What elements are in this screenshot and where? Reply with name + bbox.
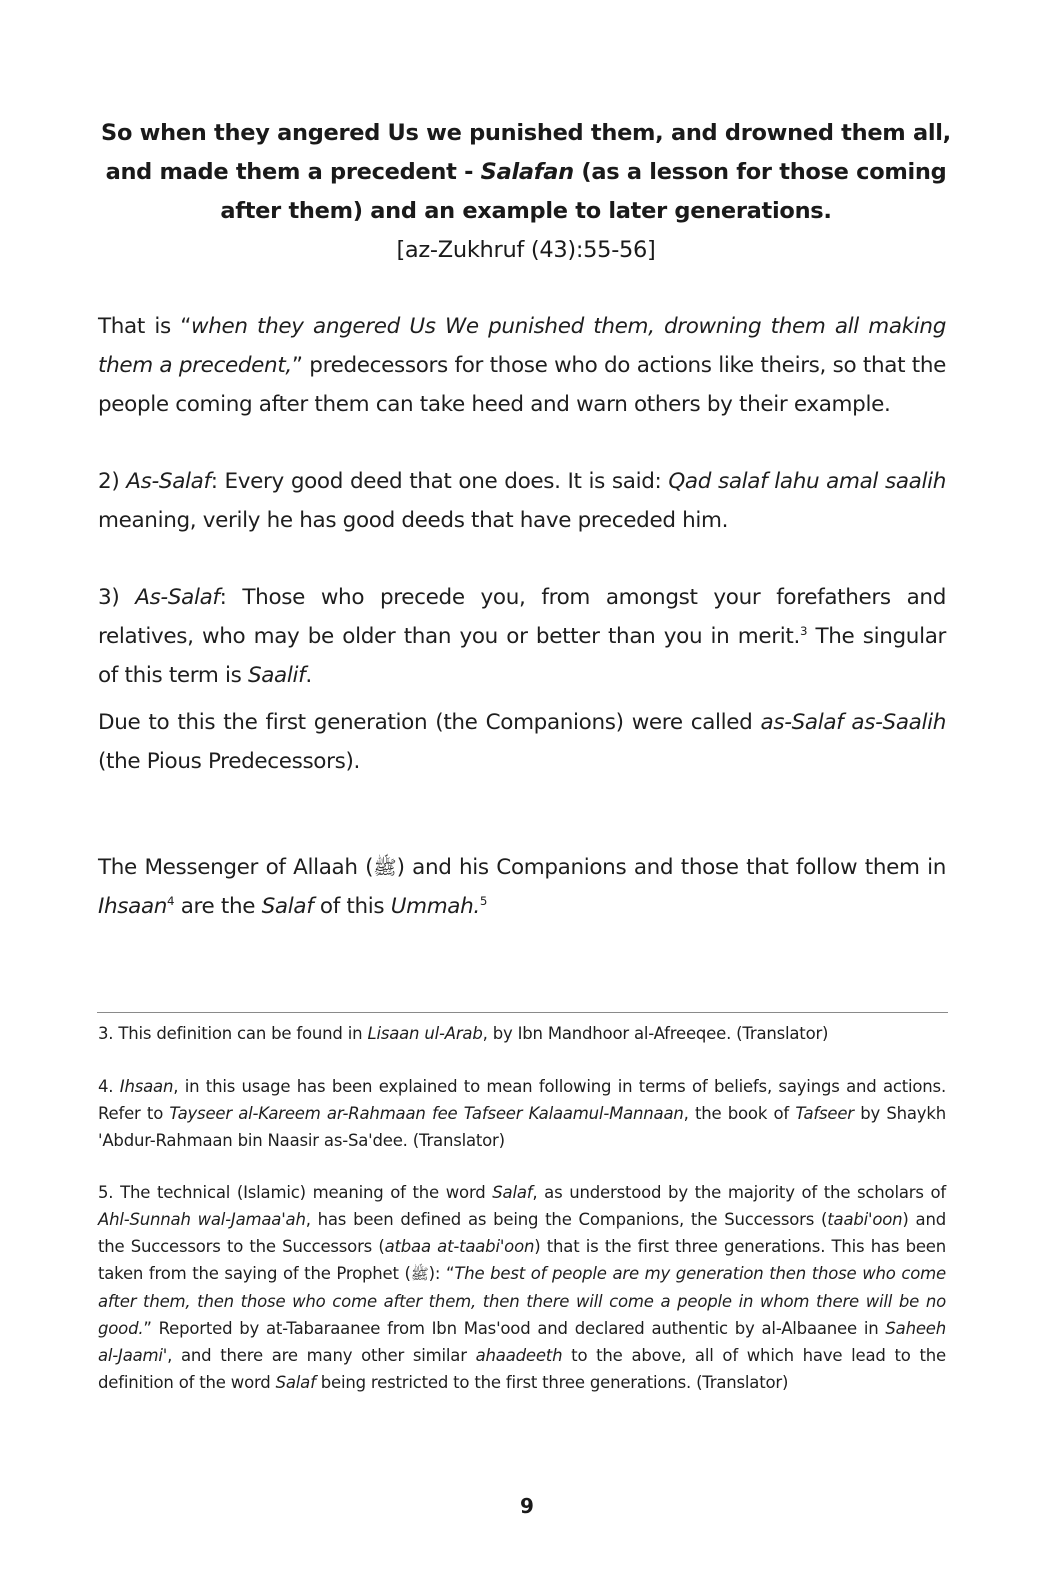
salallahu-alayhi-wasallam-icon: ﷺ [410, 1265, 429, 1283]
footnote-ref-3[interactable]: 3 [799, 623, 808, 638]
verse-text: So when they angered Us we punished them, and drowned them all, and made them a precedent - [101, 120, 951, 185]
page-number: 9 [520, 1494, 534, 1518]
footnote-ref-5[interactable]: 5 [479, 893, 488, 908]
paragraph-first-generation: Due to this the first generation (the Companions) were called as-Salaf as-Saalih (the Pious Predecessors). [98, 710, 946, 774]
salallahu-alayhi-wasallam-icon: ﷺ [373, 856, 397, 879]
paragraph-salaf-of-ummah: The Messenger of Allaah (ﷺ) and his Companions and those that follow them in Ihsaan$^4$ are the Salaf of this Ummah.$^5$ [98, 855, 946, 919]
footnote-3: 3. This definition can be found in Lisaan ul-Arab, by Ibn Mandhoor al-Afreeqee. (Translator) [98, 1024, 829, 1043]
quran-verse-quote [90, 114, 962, 270]
footnote-5: 5. The technical (Islamic) meaning of the word Salaf, as understood by the majority of the scholars of Ahl-Sunnah wal-Jamaa'ah, has been defined as being the Companions, the Successors (taabi'oon) and the Successors to the Successors (atbaa at-taabi'oon) that is the first three generations. This has been taken from the saying of the Prophet (ﷺ): “The best of people are my generation then those who come after them, then those who come after them, then there will come a people in whom there will be no good.” Reported by at-Tabaraanee from Ibn Mas'ood and declared authentic by al-Albaanee in Saheeh al-Jaami', and there are many other similar ahaadeeth to the above, all of which have lead to the definition of the word Salaf being restricted to the first three generations. (Translator) [98, 1183, 947, 1392]
paragraph-definition-3: 3) As-Salaf: Those who precede you, from amongst your forefathers and relatives, who may be older than you or better than you in merit.$^3$ The singular of this term is Saalif. [98, 585, 947, 688]
footnote-divider [97, 1012, 948, 1013]
paragraph-definition-2: 2) As-Salaf: Every good deed that one does. It is said: Qad salaf lahu amal saalih meaning, verily he has good deeds that have preceded him. [98, 469, 946, 533]
footnote-ref-4[interactable]: 4 [167, 893, 175, 908]
footnote-4: 4. Ihsaan, in this usage has been explained to mean following in terms of beliefs, sayings and actions. Refer to Tayseer al-Kareem ar-Rahmaan fee Tafseer Kalaamul-Mannaan, the book of Tafseer by Shaykh 'Abdur-Rahmaan bin Naasir as-Sa'dee. (Translator) [98, 1077, 946, 1150]
verse-text-continued: (as a lesson for those coming after them) and an example to later generations. [220, 159, 947, 224]
verse-reference: [az-Zukhruf (43):55-56] [396, 237, 656, 263]
verse-italic-term: Salafan [480, 159, 574, 185]
paragraph-explanation: That is “when they angered Us We punished them, drowning them all making them a precedent,” predecessors for those who do actions like theirs, so that the people coming after them can take heed and warn others by their example. [98, 314, 946, 417]
